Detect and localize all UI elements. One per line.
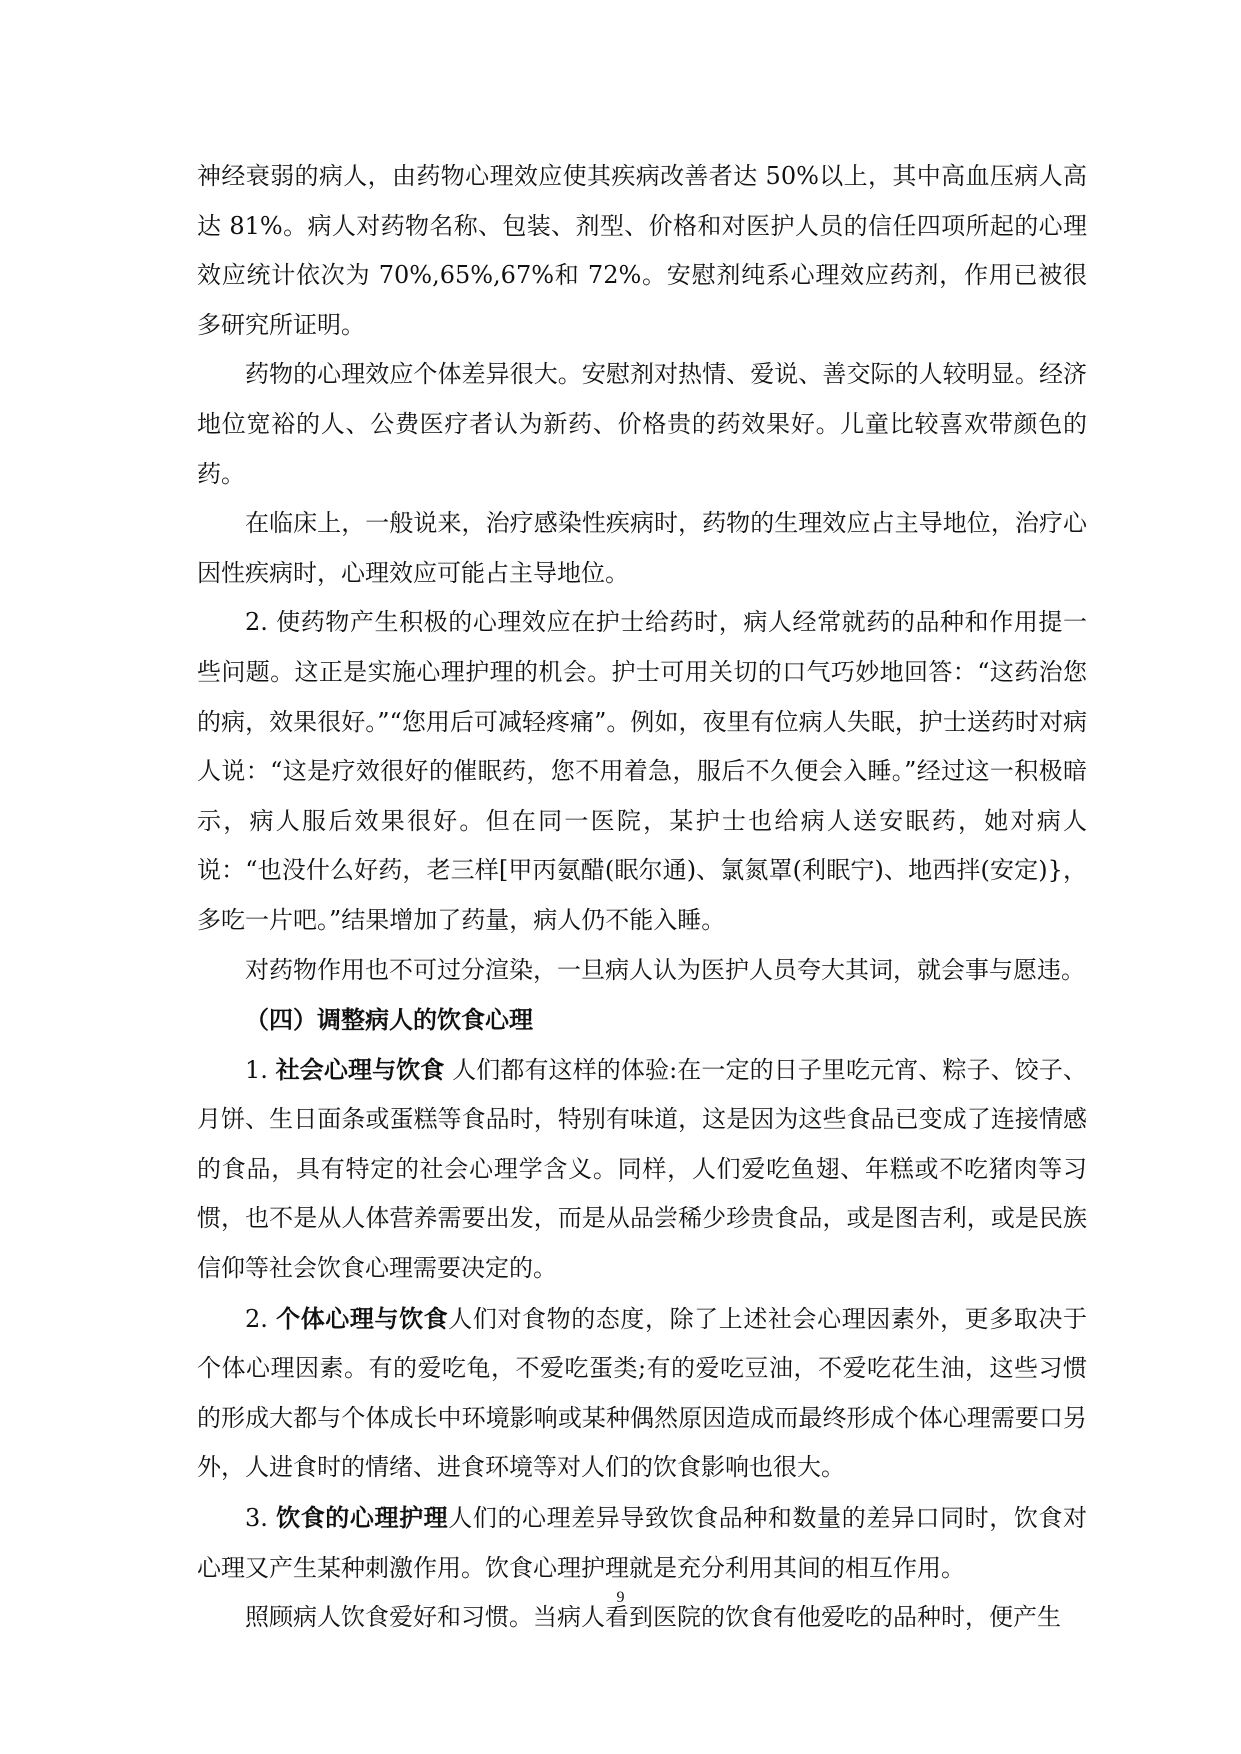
paragraph-diet-preferences: 照顾病人饮食爱好和习惯。当病人看到医院的饮食有他爱吃的品种时，便产生: [245, 1603, 1061, 1632]
paragraph-individual-psychology-diet: [197, 1294, 1087, 1493]
paragraph-individual-differences: 药物的心理效应个体差异很大。安慰剂对热情、爱说、善交际的人较明显。经济地位宽裕的人、公费医疗者认为新药、价格贵的药效果好。儿童比较喜欢带颜色的药。: [197, 360, 1087, 488]
item-number: 1.: [245, 1055, 276, 1084]
item-title: 个体心理与饮食: [276, 1303, 449, 1333]
item-body: 人们对食物的态度，除了上述社会心理因素外，更多取决于个体心理因素。有的爱吃龟，不爱吃蛋类;有的爱吃豆油，不爱吃花生油，这些习惯的形成大都与个体成长中环境影响或某种偶然原因造成而最终形成个体心理需要口另外，人进食时的情绪、进食环境等对人们的饮食影响也很大。: [197, 1304, 1088, 1482]
item-body: 人们都有这样的体验:在一定的日子里吃元宵、粽子、饺子、月饼、生日面条或蛋糕等食品时，特别有味道，这是因为这些食品已变成了连接情感的食品，具有特定的社会心理学含义。同样，人们爱吃鱼翅、年糕或不吃猪肉等习惯，也不是从人体营养需要出发，而是从品尝稀少珍贵食品，或是图吉利，或是民族信仰等社会饮食心理需要决定的。: [197, 1055, 1087, 1283]
paragraph-clinical-dominance: 在临床上，一般说来，治疗感染性疾病时，药物的生理效应占主导地位，治疗心因性疾病时，心理效应可能占主导地位。: [197, 509, 1087, 587]
page-body: [197, 152, 1087, 1643]
item-title: 饮食的心理护理: [276, 1503, 449, 1533]
item-title: 社会心理与饮食: [275, 1054, 445, 1084]
paragraph-positive-effect: 2. 使药物产生积极的心理效应在护士给药时，病人经常就药的品种和作用提一些问题。这正是实施心理护理的机会。护士可用关切的口气巧妙地回答：“这药治您的病，效果很好。”“您用后可减轻疼痛”。例如，夜里有位病人失眠，护士送药时对病人说：“这是疗效很好的催眠药，您不用着急，服后不久便会入睡。”经过这一积极暗示，病人服后效果很好。但在同一医院，某护士也给病人送安眠药，她对病人说：“也没什么好药，老三样[甲丙氨醋(眠尔通)、氯氮罩(利眠宁)、地西拌(安定)}，多吃一片吧。”结果增加了药量，病人仍不能入睡。: [197, 608, 1087, 934]
item-body: 人们的心理差异导致饮食品种和数量的差异口同时，饮食对心理又产生某种刺激作用。饮食心理护理就是充分利用其间的相互作用。: [197, 1504, 1088, 1582]
paragraph-social-psychology-diet: [197, 1045, 1087, 1294]
section-heading-diet-psychology: （四）调整病人的饮食心理: [245, 1005, 533, 1035]
page-number: 9: [616, 1589, 625, 1606]
paragraph-diet-nursing: [197, 1493, 1087, 1593]
paragraph-drug-effect-stats: 神经衰弱的病人，由药物心理效应使其疾病改善者达 50%以上，其中高血压病人高达 81%。病人对药物名称、包装、剂型、价格和对医护人员的信任四项所起的心理效应统计依次为 70%,65%,67%和 72%。安慰剂纯系心理效应药剂，作用已被很多研究所证明。: [197, 162, 1087, 339]
item-number: 3.: [245, 1504, 277, 1533]
item-number: 2.: [245, 1304, 277, 1333]
paragraph-no-exaggeration: 对药物作用也不可过分渲染，一旦病人认为医护人员夸大其词，就会事与愿违。: [245, 955, 1085, 984]
